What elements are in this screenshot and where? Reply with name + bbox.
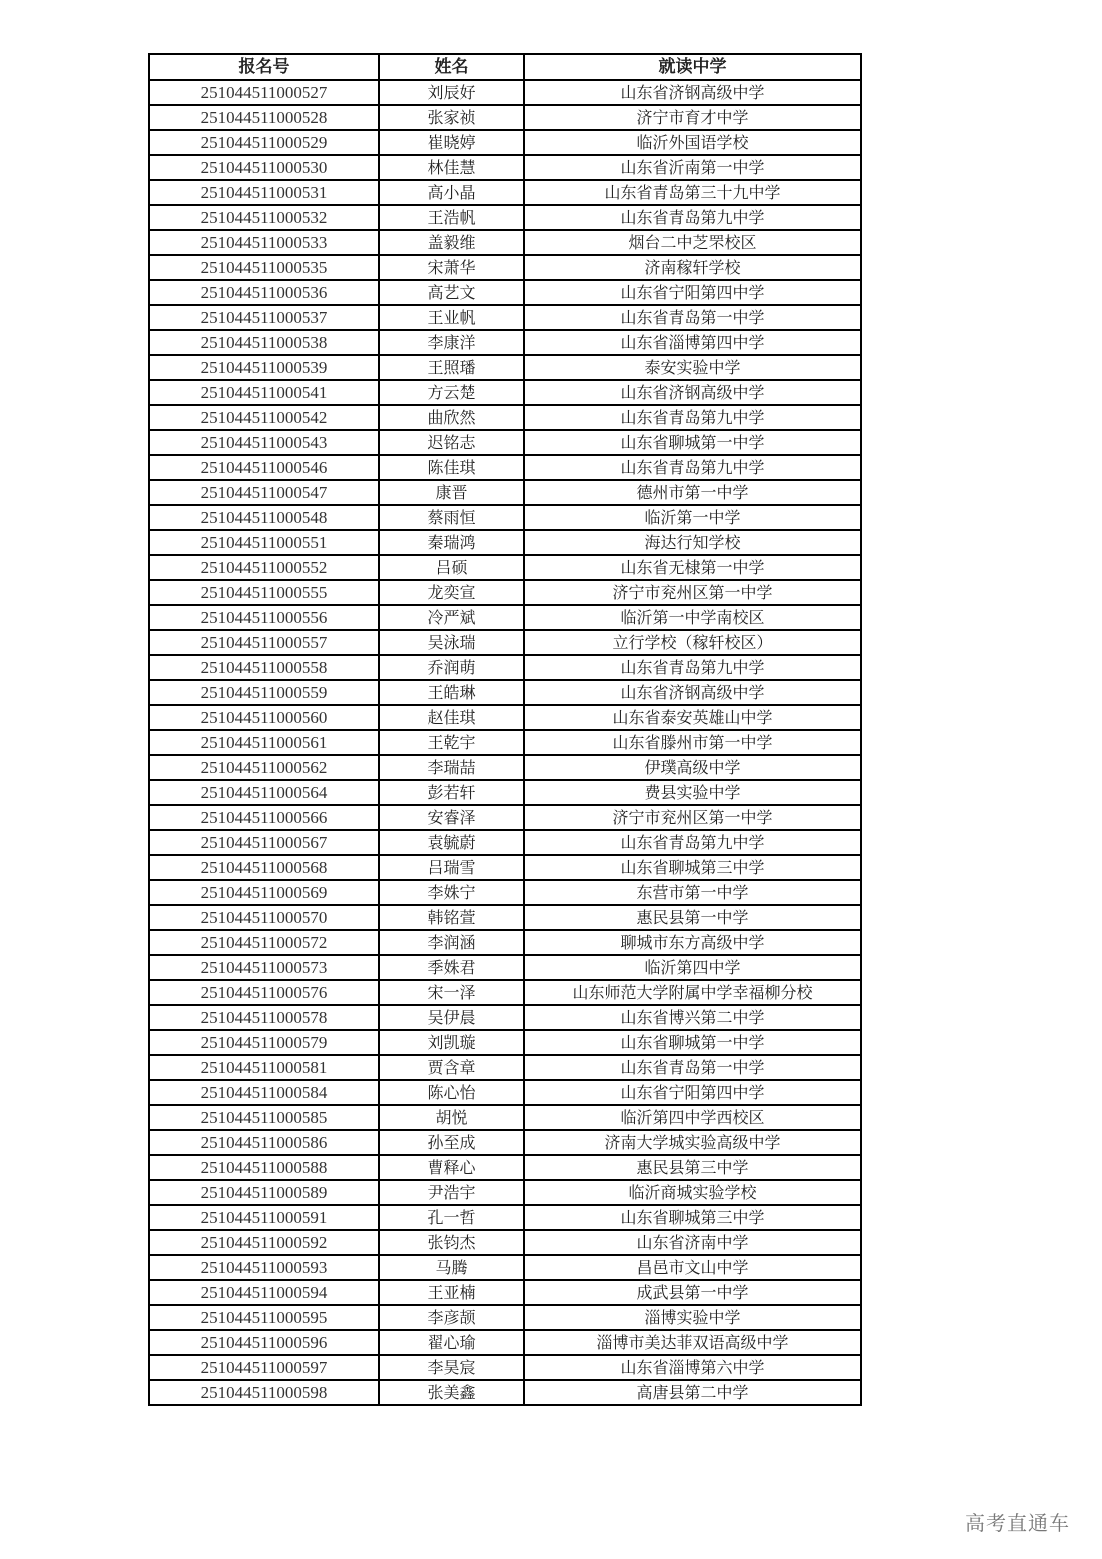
cell-student-name: 刘辰好 (379, 80, 524, 105)
cell-school: 山东省宁阳第四中学 (524, 1080, 861, 1105)
cell-registration-number: 251044511000593 (149, 1255, 379, 1280)
table-row (149, 230, 861, 255)
cell-school: 山东省宁阳第四中学 (524, 280, 861, 305)
table-row (149, 755, 861, 780)
cell-student-name: 迟铭志 (379, 430, 524, 455)
cell-school: 淄博实验中学 (524, 1305, 861, 1330)
table-row (149, 1305, 861, 1330)
cell-student-name: 韩铭萱 (379, 905, 524, 930)
cell-student-name: 崔晓婷 (379, 130, 524, 155)
cell-registration-number: 251044511000581 (149, 1055, 379, 1080)
cell-school: 山东省聊城第一中学 (524, 1030, 861, 1055)
cell-student-name: 高小晶 (379, 180, 524, 205)
cell-school: 海达行知学校 (524, 530, 861, 555)
cell-registration-number: 251044511000542 (149, 405, 379, 430)
cell-school: 淄博市美达菲双语高级中学 (524, 1330, 861, 1355)
cell-school: 临沂第四中学 (524, 955, 861, 980)
cell-student-name: 吴泳瑞 (379, 630, 524, 655)
cell-student-name: 翟心瑜 (379, 1330, 524, 1355)
cell-school: 济宁市兖州区第一中学 (524, 580, 861, 605)
cell-school: 山东省滕州市第一中学 (524, 730, 861, 755)
cell-registration-number: 251044511000598 (149, 1380, 379, 1405)
cell-registration-number: 251044511000576 (149, 980, 379, 1005)
cell-student-name: 张美鑫 (379, 1380, 524, 1405)
cell-registration-number: 251044511000596 (149, 1330, 379, 1355)
cell-registration-number: 251044511000568 (149, 855, 379, 880)
table-row (149, 780, 861, 805)
table-row (149, 155, 861, 180)
cell-registration-number: 251044511000552 (149, 555, 379, 580)
cell-student-name: 李康洋 (379, 330, 524, 355)
table-row (149, 955, 861, 980)
cell-school: 山东省青岛第九中学 (524, 830, 861, 855)
cell-school: 济宁市兖州区第一中学 (524, 805, 861, 830)
cell-school: 山东省济南中学 (524, 1230, 861, 1255)
table-row (149, 805, 861, 830)
table-row (149, 705, 861, 730)
table-row (149, 80, 861, 105)
cell-registration-number: 251044511000536 (149, 280, 379, 305)
cell-registration-number: 251044511000532 (149, 205, 379, 230)
cell-student-name: 陈心怡 (379, 1080, 524, 1105)
cell-registration-number: 251044511000591 (149, 1205, 379, 1230)
table-row (149, 730, 861, 755)
cell-registration-number: 251044511000530 (149, 155, 379, 180)
cell-registration-number: 251044511000527 (149, 80, 379, 105)
table-row (149, 1280, 861, 1305)
table-row (149, 1105, 861, 1130)
cell-school: 山东省泰安英雄山中学 (524, 705, 861, 730)
cell-student-name: 王业帆 (379, 305, 524, 330)
table-row (149, 105, 861, 130)
table-row (149, 430, 861, 455)
cell-school: 山东省青岛第三十九中学 (524, 180, 861, 205)
cell-registration-number: 251044511000572 (149, 930, 379, 955)
table-row (149, 405, 861, 430)
table-row (149, 1155, 861, 1180)
table-row (149, 1130, 861, 1155)
cell-school: 伊璞高级中学 (524, 755, 861, 780)
header-school: 就读中学 (524, 54, 861, 80)
cell-registration-number: 251044511000595 (149, 1305, 379, 1330)
table-row (149, 1005, 861, 1030)
cell-student-name: 胡悦 (379, 1105, 524, 1130)
table-row (149, 1080, 861, 1105)
cell-school: 山东省聊城第三中学 (524, 1205, 861, 1230)
cell-student-name: 吴伊晨 (379, 1005, 524, 1030)
table-row (149, 1055, 861, 1080)
cell-registration-number: 251044511000555 (149, 580, 379, 605)
cell-school: 山东省济钢高级中学 (524, 80, 861, 105)
cell-registration-number: 251044511000535 (149, 255, 379, 280)
table-row (149, 580, 861, 605)
cell-registration-number: 251044511000529 (149, 130, 379, 155)
cell-registration-number: 251044511000537 (149, 305, 379, 330)
cell-school: 惠民县第三中学 (524, 1155, 861, 1180)
cell-student-name: 盖毅维 (379, 230, 524, 255)
cell-student-name: 高艺文 (379, 280, 524, 305)
table-row (149, 480, 861, 505)
cell-student-name: 赵佳琪 (379, 705, 524, 730)
cell-registration-number: 251044511000566 (149, 805, 379, 830)
cell-registration-number: 251044511000546 (149, 455, 379, 480)
table-row (149, 255, 861, 280)
table-row (149, 1205, 861, 1230)
cell-registration-number: 251044511000585 (149, 1105, 379, 1130)
table-row (149, 1230, 861, 1255)
cell-registration-number: 251044511000579 (149, 1030, 379, 1055)
cell-registration-number: 251044511000562 (149, 755, 379, 780)
admission-roster-table (148, 53, 862, 1406)
cell-registration-number: 251044511000541 (149, 380, 379, 405)
table-row (149, 555, 861, 580)
cell-student-name: 蔡雨恒 (379, 505, 524, 530)
table-row (149, 180, 861, 205)
cell-school: 东营市第一中学 (524, 880, 861, 905)
cell-school: 山东师范大学附属中学幸福柳分校 (524, 980, 861, 1005)
cell-student-name: 贾含章 (379, 1055, 524, 1080)
cell-student-name: 王照璠 (379, 355, 524, 380)
cell-student-name: 曹释心 (379, 1155, 524, 1180)
cell-school: 山东省青岛第九中学 (524, 205, 861, 230)
cell-registration-number: 251044511000558 (149, 655, 379, 680)
cell-school: 临沂商城实验学校 (524, 1180, 861, 1205)
cell-school: 山东省博兴第二中学 (524, 1005, 861, 1030)
table-row (149, 505, 861, 530)
cell-school: 济南大学城实验高级中学 (524, 1130, 861, 1155)
table-row (149, 280, 861, 305)
cell-registration-number: 251044511000570 (149, 905, 379, 930)
cell-student-name: 李彦颉 (379, 1305, 524, 1330)
cell-registration-number: 251044511000533 (149, 230, 379, 255)
table-row (149, 1255, 861, 1280)
cell-school: 山东省济钢高级中学 (524, 680, 861, 705)
table-row (149, 305, 861, 330)
cell-student-name: 吕瑞雪 (379, 855, 524, 880)
header-registration-number: 报名号 (149, 54, 379, 80)
cell-school: 山东省青岛第九中学 (524, 455, 861, 480)
cell-student-name: 宋一泽 (379, 980, 524, 1005)
watermark-text: 高考直通车 (965, 1511, 1070, 1535)
cell-school: 成武县第一中学 (524, 1280, 861, 1305)
cell-student-name: 康晋 (379, 480, 524, 505)
cell-school: 临沂第四中学西校区 (524, 1105, 861, 1130)
cell-student-name: 龙奕宣 (379, 580, 524, 605)
table-row (149, 830, 861, 855)
cell-school: 济宁市育才中学 (524, 105, 861, 130)
table-row (149, 930, 861, 955)
header-name: 姓名 (379, 54, 524, 80)
cell-registration-number: 251044511000531 (149, 180, 379, 205)
cell-student-name: 王皓琳 (379, 680, 524, 705)
cell-student-name: 刘凯璇 (379, 1030, 524, 1055)
cell-school: 临沂第一中学 (524, 505, 861, 530)
cell-school: 山东省沂南第一中学 (524, 155, 861, 180)
cell-registration-number: 251044511000573 (149, 955, 379, 980)
cell-school: 山东省聊城第三中学 (524, 855, 861, 880)
cell-student-name: 李润涵 (379, 930, 524, 955)
cell-registration-number: 251044511000559 (149, 680, 379, 705)
cell-school: 费县实验中学 (524, 780, 861, 805)
cell-registration-number: 251044511000561 (149, 730, 379, 755)
cell-student-name: 孙至成 (379, 1130, 524, 1155)
cell-student-name: 季姝君 (379, 955, 524, 980)
cell-school: 惠民县第一中学 (524, 905, 861, 930)
cell-registration-number: 251044511000586 (149, 1130, 379, 1155)
cell-registration-number: 251044511000551 (149, 530, 379, 555)
cell-school: 烟台二中芝罘校区 (524, 230, 861, 255)
cell-student-name: 乔润萌 (379, 655, 524, 680)
cell-school: 泰安实验中学 (524, 355, 861, 380)
cell-school: 临沂第一中学南校区 (524, 605, 861, 630)
cell-registration-number: 251044511000564 (149, 780, 379, 805)
cell-student-name: 冷严斌 (379, 605, 524, 630)
cell-school: 山东省济钢高级中学 (524, 380, 861, 405)
cell-school: 临沂外国语学校 (524, 130, 861, 155)
cell-registration-number: 251044511000560 (149, 705, 379, 730)
cell-registration-number: 251044511000588 (149, 1155, 379, 1180)
cell-student-name: 尹浩宇 (379, 1180, 524, 1205)
cell-registration-number: 251044511000597 (149, 1355, 379, 1380)
cell-student-name: 袁毓蔚 (379, 830, 524, 855)
cell-registration-number: 251044511000543 (149, 430, 379, 455)
table-row (149, 1380, 861, 1405)
cell-student-name: 吕硕 (379, 555, 524, 580)
cell-school: 山东省无棣第一中学 (524, 555, 861, 580)
cell-student-name: 王乾宇 (379, 730, 524, 755)
cell-student-name: 王亚楠 (379, 1280, 524, 1305)
table-body (149, 80, 861, 1405)
cell-school: 山东省青岛第九中学 (524, 405, 861, 430)
table-row (149, 905, 861, 930)
table-row (149, 380, 861, 405)
cell-student-name: 安睿泽 (379, 805, 524, 830)
cell-registration-number: 251044511000539 (149, 355, 379, 380)
cell-school: 山东省青岛第一中学 (524, 305, 861, 330)
table-row (149, 530, 861, 555)
header-row (149, 54, 861, 80)
table-row (149, 1355, 861, 1380)
table-row (149, 630, 861, 655)
cell-student-name: 王浩帆 (379, 205, 524, 230)
table-row (149, 655, 861, 680)
cell-registration-number: 251044511000557 (149, 630, 379, 655)
cell-student-name: 陈佳琪 (379, 455, 524, 480)
cell-registration-number: 251044511000569 (149, 880, 379, 905)
cell-registration-number: 251044511000528 (149, 105, 379, 130)
cell-registration-number: 251044511000547 (149, 480, 379, 505)
cell-student-name: 李瑞喆 (379, 755, 524, 780)
cell-school: 山东省青岛第九中学 (524, 655, 861, 680)
cell-school: 立行学校（稼轩校区） (524, 630, 861, 655)
table-row (149, 205, 861, 230)
cell-student-name: 孔一哲 (379, 1205, 524, 1230)
cell-school: 山东省淄博第六中学 (524, 1355, 861, 1380)
cell-registration-number: 251044511000592 (149, 1230, 379, 1255)
table-row (149, 130, 861, 155)
table-row (149, 1330, 861, 1355)
cell-school: 山东省淄博第四中学 (524, 330, 861, 355)
cell-student-name: 马腾 (379, 1255, 524, 1280)
cell-registration-number: 251044511000567 (149, 830, 379, 855)
cell-student-name: 宋萧华 (379, 255, 524, 280)
cell-registration-number: 251044511000584 (149, 1080, 379, 1105)
cell-student-name: 张家祯 (379, 105, 524, 130)
cell-registration-number: 251044511000594 (149, 1280, 379, 1305)
table-row (149, 1030, 861, 1055)
cell-student-name: 张钧杰 (379, 1230, 524, 1255)
table-row (149, 1180, 861, 1205)
cell-school: 昌邑市文山中学 (524, 1255, 861, 1280)
table-row (149, 330, 861, 355)
cell-registration-number: 251044511000589 (149, 1180, 379, 1205)
cell-student-name: 李姝宁 (379, 880, 524, 905)
cell-student-name: 秦瑞鸿 (379, 530, 524, 555)
cell-school: 山东省青岛第一中学 (524, 1055, 861, 1080)
cell-student-name: 方云楚 (379, 380, 524, 405)
cell-school: 聊城市东方高级中学 (524, 930, 861, 955)
cell-registration-number: 251044511000578 (149, 1005, 379, 1030)
table-row (149, 880, 861, 905)
cell-registration-number: 251044511000538 (149, 330, 379, 355)
cell-student-name: 曲欣然 (379, 405, 524, 430)
cell-school: 德州市第一中学 (524, 480, 861, 505)
cell-school: 济南稼轩学校 (524, 255, 861, 280)
cell-student-name: 彭若轩 (379, 780, 524, 805)
cell-student-name: 林佳慧 (379, 155, 524, 180)
table-row (149, 980, 861, 1005)
table-row (149, 605, 861, 630)
table-row (149, 855, 861, 880)
cell-registration-number: 251044511000556 (149, 605, 379, 630)
table-row (149, 680, 861, 705)
cell-school: 高唐县第二中学 (524, 1380, 861, 1405)
cell-school: 山东省聊城第一中学 (524, 430, 861, 455)
table-row (149, 455, 861, 480)
cell-student-name: 李昊宸 (379, 1355, 524, 1380)
table-row (149, 355, 861, 380)
cell-registration-number: 251044511000548 (149, 505, 379, 530)
